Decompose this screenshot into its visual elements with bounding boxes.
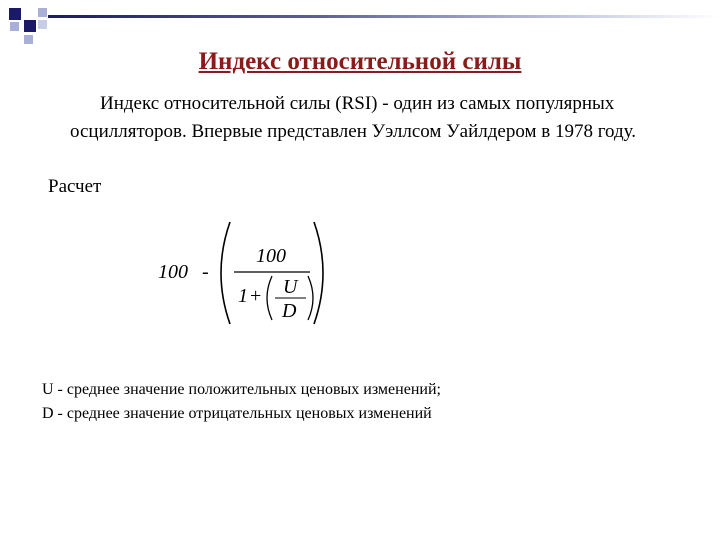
- definitions: [42, 378, 441, 426]
- inner-right-paren: [308, 276, 313, 320]
- formula-minus: -: [202, 261, 209, 283]
- outer-right-paren: [314, 222, 323, 324]
- definition-u: U - среднее значение положительных ценовых изменений;: [42, 381, 441, 398]
- inner-left-paren: [267, 276, 272, 320]
- decorative-square: [24, 35, 33, 44]
- calculation-label: Расчет: [48, 176, 102, 197]
- decorative-top-line: [48, 15, 720, 18]
- formula-denominator-one: 1: [238, 285, 248, 307]
- formula-lead: 100: [158, 261, 188, 283]
- outer-left-paren: [221, 222, 230, 324]
- formula-inner-denominator: D: [282, 300, 297, 322]
- formula-plus: +: [250, 285, 262, 307]
- intro-line-1: Индекс относительной силы (RSI) - один из самых популярных: [100, 93, 615, 114]
- decorative-square: [9, 8, 21, 20]
- decorative-square: [38, 20, 47, 29]
- decorative-square: [10, 22, 19, 31]
- slide-title: Индекс относительной силы: [198, 48, 522, 75]
- intro-line-2: осцилляторов. Впервые представлен Уэллсом Уайлдером в 1978 году.: [70, 121, 637, 142]
- rsi-formula-graphic: [150, 218, 350, 328]
- rsi-formula: [150, 218, 350, 328]
- decorative-square: [24, 20, 36, 32]
- decorative-square: [38, 8, 47, 17]
- definition-d: D - среднее значение отрицательных ценовых изменений: [42, 405, 432, 422]
- formula-inner-numerator: U: [283, 276, 298, 298]
- intro-paragraph: [60, 90, 680, 146]
- formula-numerator: 100: [256, 245, 286, 267]
